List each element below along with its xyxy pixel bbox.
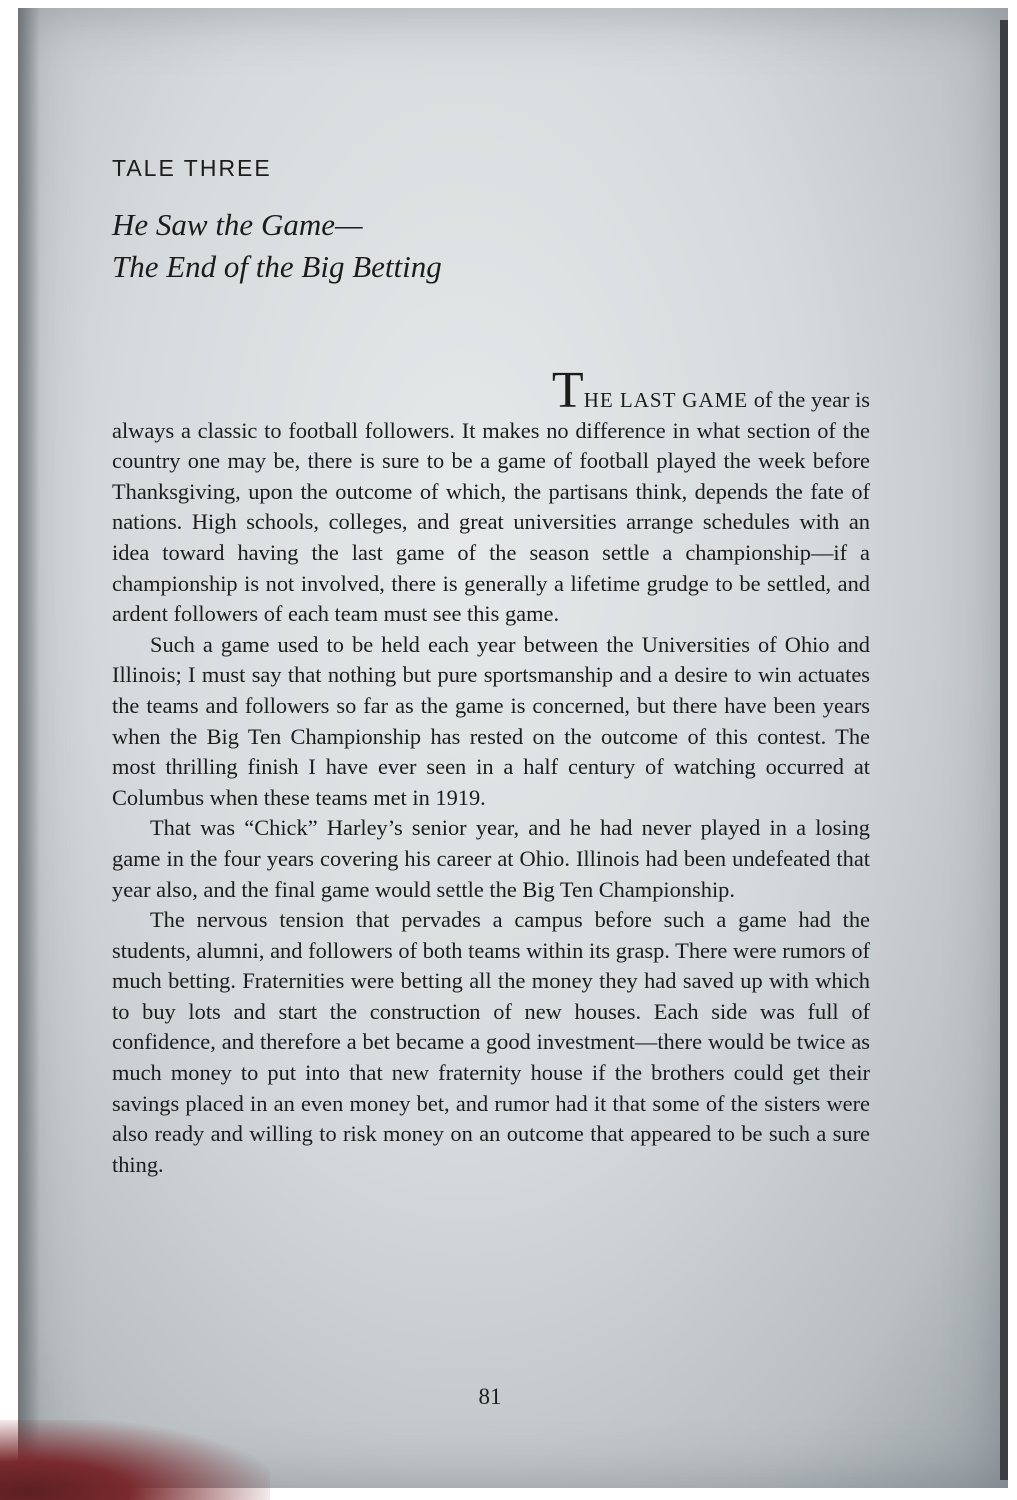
- opening-line: [112, 362, 870, 419]
- chapter-label: TALE THREE: [112, 155, 272, 181]
- chapter-title: [112, 204, 870, 288]
- paragraph-2: Such a game used to be held each year between the Universities of Ohio and Illinois; I must say that nothing but pure sportsmanship and a desire to win actuates the teams and followers so far as the game is concerned, but there have been years when the Big Ten Championship has rested on the outcome of this contest. The most thrilling finish I have ever seen in a half century of watching occurred at Columbus when these teams met in 1919.: [112, 631, 870, 810]
- chapter-text: [112, 362, 870, 1180]
- page-content: [112, 150, 870, 1180]
- paragraph-4: The nervous tension that pervades a campus before such a game had the students, alumni, and followers of both teams within its grasp. There were rumors of much betting. Fraternities were betting all the money they had saved up with which to buy lots and start the construction of new houses. Each side was full of confidence, and therefore a bet became a good investment—there would be twice as much money to put into that new fraternity house if the brothers could get their savings placed in an even money bet, and rumor had it that some of the sisters were also ready and willing to risk money on an outcome that appeared to be such a sure thing.: [112, 907, 870, 1177]
- paragraph-1-text: always a classic to football followers. It makes no difference in what section of the country one may be, there is sure to be a game of football played the week before Thanksgiving, upon the outcome of which, the partisans think, depends the fate of nations. High schools, colleges, and great universities arrange schedules with an idea toward having the last game of the season settle a championship—if a championship is not involved, there is generally a lifetime grudge to be settled, and ardent followers of each team must see this game.: [112, 417, 870, 627]
- page-gutter-shadow: [18, 8, 40, 1488]
- chapter-title-line-2: The End of the Big Betting: [112, 249, 442, 284]
- opening-small-caps: HE LAST GAME: [583, 388, 749, 412]
- paragraph-3: That was “Chick” Harley’s senior year, and he had never played in a losing game in the four years covering his career at Ohio. Illinois had been undefeated that year also, and the final game would settle the Big Ten Championship.: [112, 815, 870, 902]
- thumb-in-corner: [0, 1420, 270, 1500]
- drop-cap: T: [551, 362, 584, 419]
- opening-line-rest: of the year is: [748, 387, 870, 412]
- chapter-title-line-1: He Saw the Game—: [112, 207, 363, 242]
- page-number: 81: [478, 1384, 502, 1409]
- paragraph-1: [112, 362, 870, 630]
- page-edge-shadow: [1000, 20, 1008, 1480]
